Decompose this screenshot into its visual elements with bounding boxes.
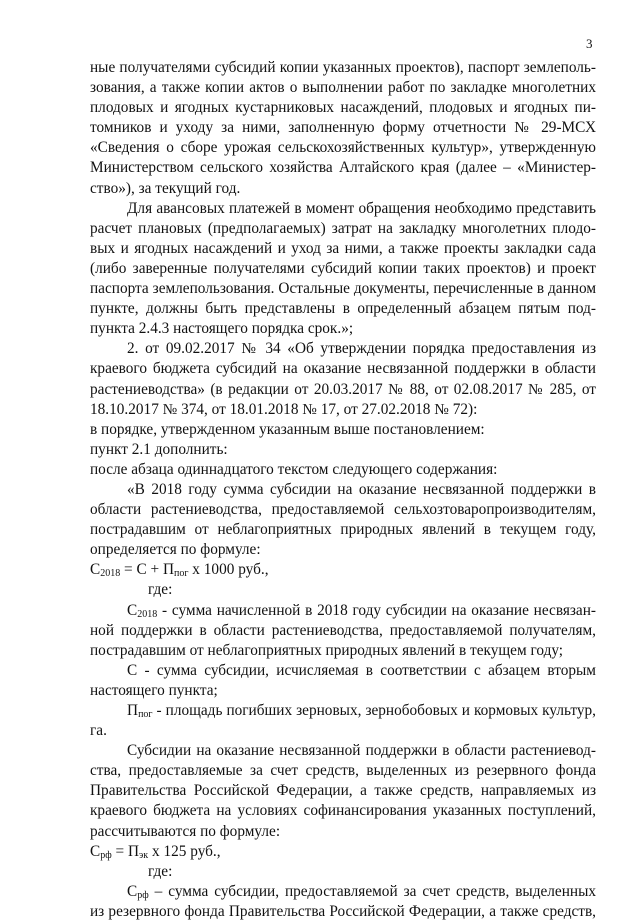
text-line: Министерством сельского хозяйства Алтайского края (далее – «Министер- xyxy=(90,159,596,177)
text-line: определяется по формуле: xyxy=(90,541,261,559)
document-body xyxy=(90,58,596,922)
text-line: области растениеводства, предоставляемой сельхозтоваропроизводителям, xyxy=(90,501,596,519)
text-line: ной поддержки в области растениеводства, предоставляемой получателям, xyxy=(90,621,596,639)
text-line: га. xyxy=(90,722,107,740)
text-line: растениеводства» (в редакции от 20.03.2017 № 88, от 02.08.2017 № 285, от xyxy=(90,380,596,398)
text-line: краевого бюджета на условиях софинансирования указанных поступлений, xyxy=(90,802,596,820)
text-line: плодовых и ягодных кустарниковых насаждений, плодовых и ягодных пи- xyxy=(90,99,596,117)
text-line: ство»), за текущий год. xyxy=(90,179,241,197)
text-line: Для авансовых платежей в момент обращения необходимо представить xyxy=(127,199,596,217)
formula-1: $С_{2018} = С + П_{пог}$ х 1000 руб., xyxy=(90,561,269,580)
definition-c2018: $С_{2018}$ - сумма начисленной в 2018 году субсидии на оказание несвязан- xyxy=(127,601,596,620)
text-line: Правительства Российской Федерации, а также средств, направляемых из xyxy=(90,782,596,800)
formula-2: $С_{рф} = П_{эк}$ х 125 руб., xyxy=(90,842,221,861)
text-line: пострадавшим от неблагоприятных природных явлений в текущем году; xyxy=(90,641,564,659)
text-line: настоящего пункта; xyxy=(90,681,218,699)
page-number: 3 xyxy=(586,36,593,51)
text-line: ства, предоставляемые за счет средств, выделенных из резервного фонда xyxy=(90,762,596,780)
text-line: где: xyxy=(148,581,173,599)
text-line: пункт 2.1 дополнить: xyxy=(90,440,228,458)
text-line: где: xyxy=(148,862,173,880)
text-line: 2. от 09.02.2017 № 34 «Об утверждении порядка предоставления из xyxy=(127,340,596,358)
text-line: вых и ягодных насаждений и уход за ними, а также проекты закладки сада xyxy=(90,239,596,257)
text-line: (либо заверенные получателями субсидий копии таких проектов) и проект xyxy=(90,259,596,277)
text-line: краевого бюджета субсидий на оказание несвязанной поддержки в области xyxy=(90,360,596,378)
definition-ppog: $П_{пог}$ - площадь погибших зерновых, зернобобовых и кормовых культур, xyxy=(127,702,597,720)
text-line: расчет плановых (предполагаемых) затрат на закладку многолетних плодо- xyxy=(90,219,596,237)
text-line: «В 2018 году сумма субсидии на оказание несвязанной поддержки в xyxy=(127,480,596,498)
definition-crf: $С_{рф}$ – сумма субсидии, предоставляемой за счет средств, выделенных xyxy=(127,882,597,901)
text-line: в порядке, утвержденном указанным выше постановлением: xyxy=(90,420,485,438)
text-line: рассчитываются по формуле: xyxy=(90,822,281,840)
text-line: 18.10.2017 № 374, от 18.01.2018 № 17, от 27.02.2018 № 72): xyxy=(90,400,478,418)
text-line: паспорта землепользования. Остальные документы, перечисленные в данном xyxy=(90,280,596,298)
text-line: пострадавшим от неблагоприятных природных явлений в текущем году, xyxy=(90,521,596,539)
text-line: из резервного фонда Правительства Российской Федерации, а также средств, xyxy=(90,902,596,920)
text-line: пункте, должны быть представлены в определенный абзацем пятым под- xyxy=(90,300,596,318)
text-line: после абзаца одиннадцатого текстом следующего содержания: xyxy=(90,460,498,478)
text-line: зования, а также копии актов о выполнении работ по закладке многолетних xyxy=(90,79,596,97)
text-line: пункта 2.4.3 настоящего порядка срок.»; xyxy=(90,320,354,338)
text-line: ные получателями субсидий копии указанных проектов), паспорт землеполь- xyxy=(90,59,596,76)
text-line: Субсидии на оказание несвязанной поддержки в области растениевод- xyxy=(127,742,596,760)
text-line: томников и уходу за ними, заполненную форму отчетности № 29-МСХ xyxy=(90,119,596,137)
text-line: «Сведения о сборе урожая сельскохозяйственных культур», утвержденную xyxy=(90,139,596,157)
text-line: С - сумма субсидии, исчисляемая в соответствии с абзацем вторым xyxy=(127,661,596,679)
